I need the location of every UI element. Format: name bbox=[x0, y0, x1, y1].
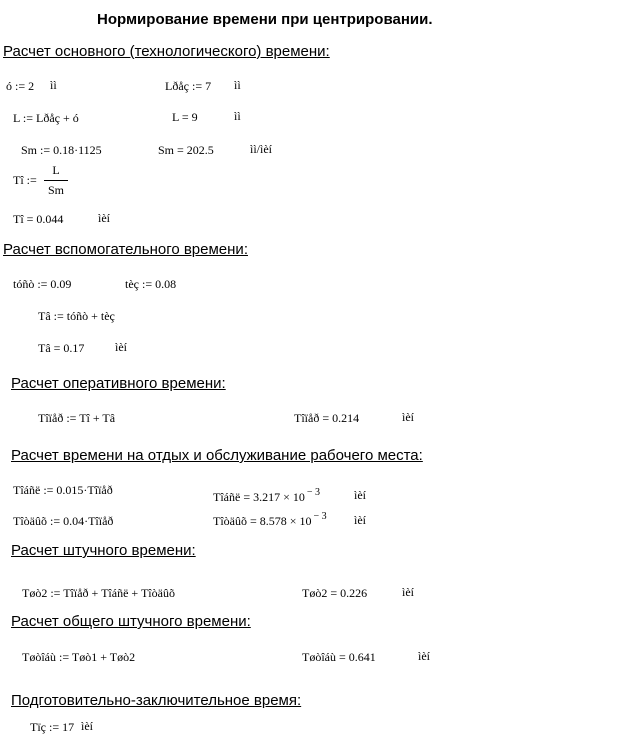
unit-label: ìèí bbox=[402, 585, 414, 599]
section-heading-aux-time: Расчет вспомогательного времени: bbox=[3, 241, 248, 258]
section-heading-main-time: Расчет основного (технологического) времени: bbox=[3, 43, 330, 60]
formula-tpz-def: Tïç := 17 bbox=[30, 720, 75, 734]
formula-l-result: L = 9 bbox=[172, 110, 198, 124]
formula-tv-def: Tâ := tóñò + tèç bbox=[38, 309, 115, 323]
formula-tv-result: Tâ = 0.17 bbox=[38, 341, 85, 355]
section-heading-piece-time: Расчет штучного времени: bbox=[11, 542, 196, 559]
formula-to-result: Tî = 0.044 bbox=[13, 212, 64, 226]
section-heading-rest-service-time: Расчет времени на отдых и обслуживание рабочего места: bbox=[11, 447, 423, 464]
unit-label: ìèí bbox=[115, 340, 127, 354]
fraction-numerator: L bbox=[52, 163, 60, 177]
formula-tobsl-def: Tîáñë := 0.015·Tîïåð bbox=[13, 483, 113, 497]
fraction-denominator: Sm bbox=[47, 183, 64, 197]
section-heading-total-piece-time: Расчет общего штучного времени: bbox=[11, 613, 251, 630]
formula-totdyh-def: Tîòäûõ := 0.04·Tîïåð bbox=[13, 514, 114, 528]
formula-y-def: ó := 2 bbox=[6, 79, 35, 93]
unit-label: ìèí bbox=[81, 719, 93, 733]
unit-label: ìèí bbox=[354, 488, 366, 502]
formula-toper-def: Tîïåð := Tî + Tâ bbox=[38, 411, 116, 425]
formula-sm-def: Sm := 0.18·1125 bbox=[21, 143, 102, 157]
exponent: − 3 bbox=[306, 487, 320, 498]
formula-tiz-def: tèç := 0.08 bbox=[125, 277, 177, 291]
formula-tshtobsh-result: Tøòîáù = 0.641 bbox=[302, 650, 376, 664]
fraction bbox=[44, 163, 68, 198]
formula-tsht2-def: Tøò2 := Tîïåð + Tîáñë + Tîòäûõ bbox=[22, 586, 175, 600]
formula-tsht2-result: Tøò2 = 0.226 bbox=[302, 586, 368, 600]
unit-label: ìì bbox=[50, 78, 57, 92]
unit-label: ìèí bbox=[354, 513, 366, 527]
fraction-bar bbox=[44, 180, 68, 181]
section-heading-operative-time: Расчет оперативного времени: bbox=[11, 375, 226, 392]
formula-totdyh-result bbox=[213, 511, 327, 529]
exponent: − 3 bbox=[313, 511, 327, 522]
section-heading-prep-final-time: Подготовительно-заключительное время: bbox=[11, 692, 302, 709]
formula-tshtobsh-def: Tøòîáù := Tøò1 + Tøò2 bbox=[22, 650, 136, 664]
formula-totdyh-mantissa: Tîòäûõ = 8.578 × 10 bbox=[213, 514, 312, 528]
formula-lrez-def: Lðåç := 7 bbox=[165, 79, 212, 93]
unit-label: ìì bbox=[234, 78, 241, 92]
formula-to-lhs: Tî := bbox=[13, 173, 37, 187]
formula-tobsl-result bbox=[213, 487, 320, 505]
formula-sm-result: Sm = 202.5 bbox=[158, 143, 214, 157]
formula-tobsl-mantissa: Tîáñë = 3.217 × 10 bbox=[213, 490, 305, 504]
unit-label: ìèí bbox=[402, 410, 414, 424]
unit-label: ìì/ìèí bbox=[250, 142, 272, 156]
page-title: Нормирование времени при центрировании. bbox=[97, 11, 433, 28]
formula-l-def: L := Lðåç + ó bbox=[13, 111, 79, 125]
formula-toper-result: Tîïåð = 0.214 bbox=[294, 411, 360, 425]
unit-label: ìì bbox=[234, 109, 241, 123]
unit-label: ìèí bbox=[418, 649, 430, 663]
unit-label: ìèí bbox=[98, 211, 110, 225]
formula-tust-def: tóñò := 0.09 bbox=[13, 277, 72, 291]
